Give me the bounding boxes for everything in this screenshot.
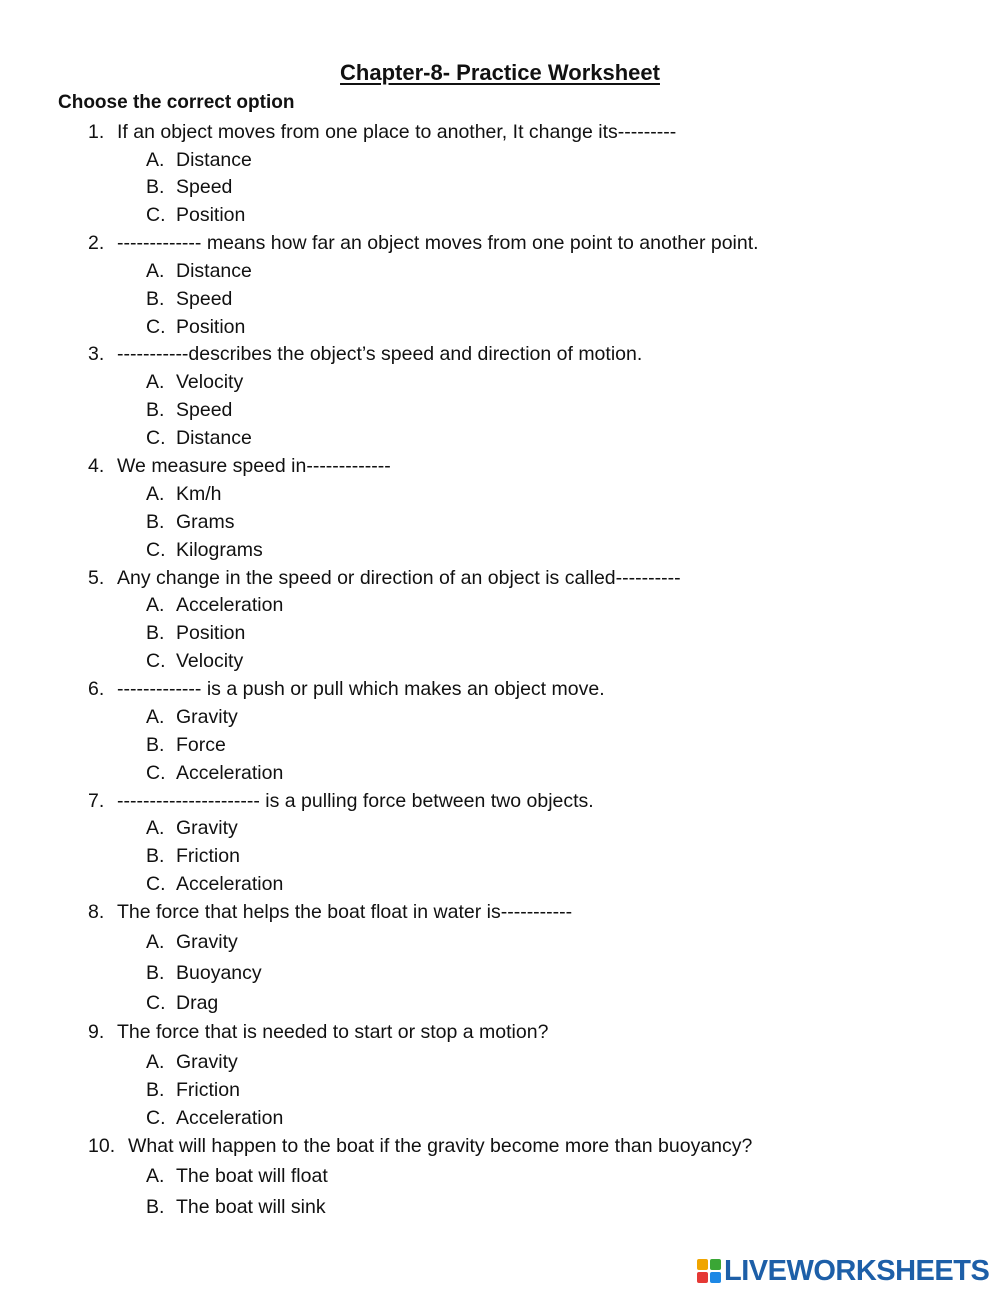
option-letter: C. — [146, 316, 166, 338]
question-number: 6. — [88, 678, 105, 700]
option-text: Gravity — [176, 706, 238, 728]
option-text: Distance — [176, 427, 252, 449]
logo-text: LIVEWORKSHEETS — [724, 1255, 990, 1287]
option-text: Buoyancy — [176, 962, 262, 984]
option-text: Friction — [176, 845, 240, 867]
option-text: Position — [176, 204, 246, 226]
option-letter: A. — [146, 483, 165, 505]
option-letter: B. — [146, 511, 165, 533]
option-text: Position — [176, 622, 246, 644]
option-letter: C. — [146, 992, 166, 1014]
option-letter: C. — [146, 873, 166, 895]
question-text: We measure speed in------------- — [117, 455, 391, 477]
option-text: Friction — [176, 1079, 240, 1101]
worksheet-title: Chapter-8- Practice Worksheet — [340, 60, 660, 85]
option-text: Drag — [176, 992, 219, 1014]
option-letter: B. — [146, 1079, 165, 1101]
question-text: ------------- means how far an object moves from one point to another point. — [117, 232, 759, 254]
option-text: Gravity — [176, 931, 238, 953]
question-text: -----------describes the object’s speed and direction of motion. — [117, 343, 643, 365]
option-letter: A. — [146, 371, 165, 393]
option-text: Kilograms — [176, 539, 263, 561]
question-number: 8. — [88, 901, 105, 923]
option-letter: B. — [146, 399, 165, 421]
option-letter: C. — [146, 650, 166, 672]
option-letter: C. — [146, 427, 166, 449]
option-text: Velocity — [176, 650, 244, 672]
question-text: The force that is needed to start or stop a motion? — [117, 1021, 549, 1043]
option-letter: A. — [146, 931, 165, 953]
logo-tile — [710, 1259, 721, 1270]
option-text: Gravity — [176, 817, 238, 839]
option-letter: A. — [146, 706, 165, 728]
question-number: 3. — [88, 343, 105, 365]
question-text: What will happen to the boat if the gravity become more than buoyancy? — [128, 1135, 753, 1157]
option-text: Grams — [176, 511, 235, 533]
option-letter: A. — [146, 1051, 165, 1073]
option-text: Position — [176, 316, 246, 338]
question-text: ------------- is a push or pull which makes an object move. — [117, 678, 605, 700]
question-number: 5. — [88, 567, 105, 589]
option-letter: B. — [146, 734, 165, 756]
option-letter: A. — [146, 149, 165, 171]
option-letter: B. — [146, 288, 165, 310]
option-text: Distance — [176, 149, 252, 171]
option-text: Acceleration — [176, 762, 284, 784]
option-text: Velocity — [176, 371, 244, 393]
option-text: The boat will float — [176, 1165, 328, 1187]
option-letter: C. — [146, 204, 166, 226]
option-text: Distance — [176, 260, 252, 282]
question-number: 10. — [88, 1135, 116, 1157]
logo-tiles-icon — [697, 1259, 721, 1283]
option-letter: B. — [146, 845, 165, 867]
option-letter: C. — [146, 539, 166, 561]
option-text: Speed — [176, 288, 233, 310]
question-number: 9. — [88, 1021, 105, 1043]
option-text: Force — [176, 734, 226, 756]
option-letter: A. — [146, 817, 165, 839]
question-number: 7. — [88, 790, 105, 812]
logo-tile — [710, 1272, 721, 1283]
option-letter: A. — [146, 594, 165, 616]
option-text: Speed — [176, 399, 233, 421]
question-number: 1. — [88, 121, 105, 143]
option-letter: B. — [146, 176, 165, 198]
option-letter: A. — [146, 1165, 165, 1187]
question-text: ---------------------- is a pulling force between two objects. — [117, 790, 594, 812]
option-text: Acceleration — [176, 1107, 284, 1129]
option-text: Speed — [176, 176, 233, 198]
option-letter: C. — [146, 1107, 166, 1129]
option-text: Gravity — [176, 1051, 238, 1073]
liveworksheets-logo[interactable] — [697, 1257, 989, 1285]
instruction-text: Choose the correct option — [58, 92, 295, 113]
question-number: 4. — [88, 455, 105, 477]
option-letter: B. — [146, 1196, 165, 1218]
option-text: Km/h — [176, 483, 222, 505]
question-text: The force that helps the boat float in water is----------- — [117, 901, 573, 923]
option-letter: B. — [146, 962, 165, 984]
option-letter: C. — [146, 762, 166, 784]
question-text: Any change in the speed or direction of an object is called---------- — [117, 567, 681, 589]
option-letter: A. — [146, 260, 165, 282]
question-number: 2. — [88, 232, 105, 254]
option-letter: B. — [146, 622, 165, 644]
logo-tile — [697, 1259, 708, 1270]
option-text: The boat will sink — [176, 1196, 326, 1218]
question-text: If an object moves from one place to another, It change its--------- — [117, 121, 677, 143]
option-text: Acceleration — [176, 873, 284, 895]
logo-tile — [697, 1272, 708, 1283]
option-text: Acceleration — [176, 594, 284, 616]
